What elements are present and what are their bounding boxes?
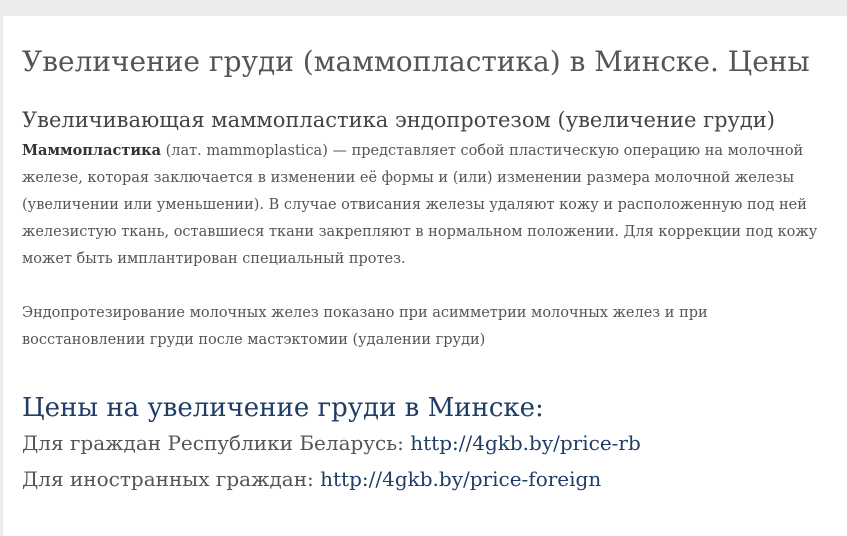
- price-rb-link[interactable]: http://4gkb.by/price-rb: [410, 431, 641, 455]
- prices-heading: Цены на увеличение груди в Минске:: [22, 393, 544, 423]
- article-content: [3, 16, 847, 536]
- bold-term: Маммопластика: [22, 142, 161, 159]
- intro-text: (лат. mammoplastica) — представляет собой пластическую операцию на молочной железе, которая заключается в изменении её формы и (или) изменении размера молочной железы (увеличении или уменьшении). В случае отвисания железы удаляют кожу и расположенную под ней железистую ткань, оставшиеся ткани закрепляют в нормальном положении. Для коррекции под кожу может быть имплантирован специальный протез.: [22, 143, 818, 267]
- price-rb-label: Для граждан Республики Беларусь:: [22, 431, 411, 455]
- endoprosthesis-paragraph: Эндопротезирование молочных желез показано при асимметрии молочных желез и при восстановлении груди после мастэктомии (удалении груди): [22, 305, 708, 348]
- price-foreign-label: Для иностранных граждан:: [22, 467, 321, 491]
- price-foreign-line: [22, 464, 601, 494]
- section-subtitle: Увеличивающая маммопластика эндопротезом (увеличение груди): [22, 108, 775, 132]
- intro-paragraph: [22, 137, 822, 273]
- price-rb-line: [22, 428, 641, 458]
- page-title: Увеличение груди (маммопластика) в Минске. Цены: [22, 45, 810, 78]
- price-foreign-link[interactable]: http://4gkb.by/price-foreign: [320, 467, 602, 491]
